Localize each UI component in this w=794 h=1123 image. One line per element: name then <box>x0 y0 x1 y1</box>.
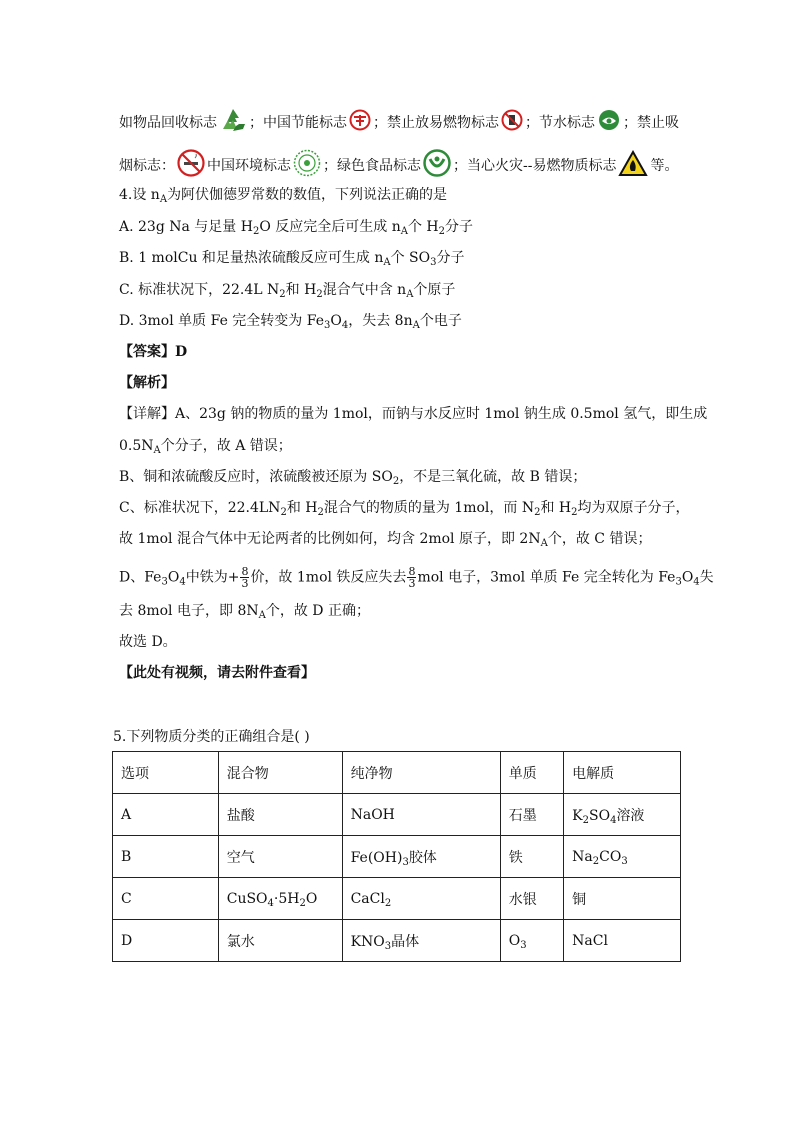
table-header-cell: 纯净物 <box>342 752 500 794</box>
classification-table <box>112 751 681 962</box>
table-cell: C <box>113 878 219 920</box>
table-row <box>113 878 681 920</box>
no-flammable-icon <box>501 109 523 137</box>
table-header-cell: 选项 <box>113 752 219 794</box>
q5-stem: 5.下列物质分类的正确组合是( ) <box>113 729 310 745</box>
table-row <box>113 920 681 962</box>
q4-option-b: B. 1 molCu 和足量热浓硫酸反应可生成 $n_A$个 $SO_3$分子 <box>119 250 465 268</box>
q4-option-c: C. 标准状况下，22.4L $N_2$和 $H_2$混合气中含 $n_A$个原子 <box>119 282 456 300</box>
table-cell: $KNO_3$晶体 <box>342 920 500 962</box>
table-header-row <box>113 752 681 794</box>
table-cell: 石墨 <box>500 794 563 836</box>
table-cell: $K_2SO_4$溶液 <box>564 794 681 836</box>
green-food-icon <box>423 149 451 183</box>
recycle-icon <box>219 107 247 139</box>
table-cell: A <box>113 794 219 836</box>
table-cell: $Na_2CO_3$ <box>564 836 681 878</box>
explanation-line-4: C、标准状况下，$22.4LN_2$和 $H_2$混合气的物质的量为 1mol，而 $N_2$和 $H_2$均为双原子分子， <box>119 500 690 518</box>
explanation-line-1: 【详解】A、23g 钠的物质的量为 1mol，而钠与水反应时 1mol 钠生成 0.5mol 氢气，即生成 <box>119 406 708 422</box>
intro-text: ；禁止吸 <box>623 115 679 131</box>
table-cell: NaOH <box>342 794 500 836</box>
table-cell: 盐酸 <box>218 794 342 836</box>
no-smoking-icon <box>177 149 205 183</box>
water-saving-icon <box>597 109 621 137</box>
table-cell: 空气 <box>218 836 342 878</box>
explanation-line-8: 故选 D。 <box>119 634 177 650</box>
intro-text: ；绿色食品标志 <box>323 158 421 174</box>
intro-text: ；节水标志 <box>525 115 595 131</box>
intro-text: ；禁止放易燃物标志 <box>373 115 499 131</box>
fire-warning-icon <box>618 150 648 183</box>
fraction-eight-thirds: $\frac{8}{3}$ <box>241 565 249 590</box>
table-header-cell: 电解质 <box>564 752 681 794</box>
q4-stem: 4.设 $n_A$为阿伏伽德罗常数的数值，下列说法正确的是 <box>119 187 448 205</box>
intro-text: 中国环境标志 <box>207 158 291 174</box>
explanation-line-2: $0.5N_A$个分子，故 A 错误； <box>119 438 292 456</box>
q4-answer: 【答案】D <box>119 344 188 360</box>
explanation-line-5: 故 1mol 混合气体中无论两者的比例如何，均含 2mol 原子，即 $2N_A$个，故 C 错误； <box>119 531 652 549</box>
intro-text: 等。 <box>650 158 679 174</box>
table-cell: 铜 <box>564 878 681 920</box>
q4-option-a: A. 23g Na 与足量 $H_2O$ 反应完全后可生成 $n_A$个 $H_2$分子 <box>119 219 474 237</box>
explanation-line-3: B、铜和浓硫酸反应时，浓硫酸被还原为 $SO_2$，不是三氧化硫，故 B 错误； <box>119 469 587 487</box>
table-row <box>113 794 681 836</box>
fraction-eight-thirds: $\frac{8}{3}$ <box>408 565 416 590</box>
energy-saving-icon <box>349 109 371 137</box>
intro-line-2 <box>119 149 678 183</box>
table-cell: $Fe(OH)_3$胶体 <box>342 836 500 878</box>
table-cell: $CuSO_4\cdot 5H_2O$ <box>218 878 342 920</box>
intro-text: ；当心火灾--易燃物质标志 <box>453 158 617 174</box>
table-header-cell: 单质 <box>500 752 563 794</box>
table-cell: 水银 <box>500 878 563 920</box>
explanation-line-6: D、$Fe_3O_4$中铁为+ $\frac{8}{3}$ 价，故 1mol 铁反应失去 $\frac{8}{3}$ mol 电子，3mol 单质 Fe 完全转化为 $Fe_3O_4$失 <box>119 565 714 590</box>
q4-analysis-heading: 【解析】 <box>119 375 175 391</box>
intro-text: 烟标志： <box>119 158 175 174</box>
table-cell: 铁 <box>500 836 563 878</box>
video-note: 【此处有视频，请去附件查看】 <box>119 665 315 681</box>
intro-line-1 <box>119 107 679 139</box>
table-row <box>113 836 681 878</box>
table-cell: D <box>113 920 219 962</box>
explanation-line-7: 去 8mol 电子，即 $8N_A$个，故 D 正确； <box>119 603 370 621</box>
table-cell: B <box>113 836 219 878</box>
table-cell: CaCl$_2$ <box>342 878 500 920</box>
table-cell: NaCl <box>564 920 681 962</box>
table-cell: 氯水 <box>218 920 342 962</box>
table-cell: $O_3$ <box>500 920 563 962</box>
intro-text: 如物品回收标志 <box>119 115 217 131</box>
environment-label-icon <box>293 149 321 183</box>
table-header-cell: 混合物 <box>218 752 342 794</box>
intro-text: ；中国节能标志 <box>249 115 347 131</box>
q4-option-d: D. 3mol 单质 Fe 完全转变为 $Fe_3O_4$，失去 $8n_A$个电子 <box>119 313 462 331</box>
